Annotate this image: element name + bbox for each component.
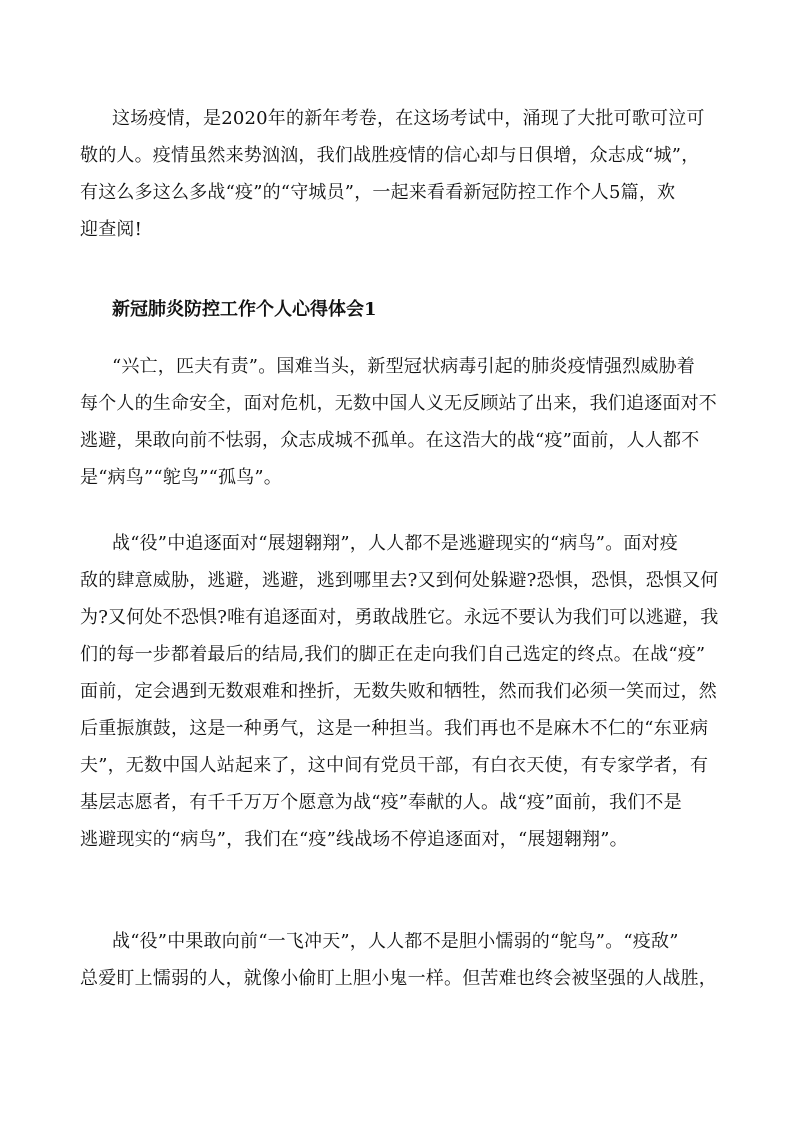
- paragraph-3-line: 战“役”中果敢向前“一飞冲天”，人人都不是胆小懦弱的“鸵鸟”。“疫敌”: [112, 931, 679, 952]
- paragraph-2-line: 基层志愿者，有千千万万个愿意为战“疫”奉献的人。战“疫”面前，我们不是: [80, 792, 682, 813]
- paragraph-1-line: “兴亡，匹夫有责”。国难当头，新型冠状病毒引起的肺炎疫情强烈威胁着: [112, 356, 696, 377]
- paragraph-1: [80, 348, 717, 496]
- paragraph-3-line: 总爱盯上懦弱的人，就像小偷盯上胆小鬼一样。但苦难也终会被坚强的人战胜，: [80, 968, 717, 989]
- paragraph-2-line: 后重振旗鼓，这是一种勇气，这是一种担当。我们再也不是麻木不仁的“东亚病: [80, 718, 709, 739]
- paragraph-2-line: 战“役”中追逐面对“展翅翱翔”，人人都不是逃避现实的“病鸟”。面对疫: [112, 533, 679, 554]
- intro-line: 敬的人。疫情虽然来势汹汹，我们战胜疫情的信心却与日俱增，众志成“城”，: [80, 145, 700, 166]
- paragraph-2: [80, 525, 719, 858]
- paragraph-2-line: 为?又何处不恐惧?唯有追逐面对，勇敢战胜它。永远不要认为我们可以逃避，我: [80, 607, 719, 628]
- paragraph-2-line: 敌的肆意威胁，逃避，逃避，逃到哪里去?又到何处躲避?恐惧，恐惧，恐惧又何: [80, 570, 719, 591]
- section-heading: 新冠肺炎防控工作个人心得体会1: [112, 299, 377, 320]
- intro-line: 有这么多这么多战“疫”的“守城员”，一起来看看新冠防控工作个人5篇，欢: [80, 182, 676, 203]
- paragraph-1-line: 逃避，果敢向前不怯弱，众志成城不孤单。在这浩大的战“疫”面前，人人都不: [80, 430, 700, 451]
- paragraph-3: [80, 923, 717, 997]
- paragraph-2-line: 逃避现实的“病鸟”，我们在“疫”线战场不停追逐面对，“展翅翱翔”。: [80, 829, 628, 850]
- paragraph-2-line: 们的每一步都着最后的结局,我们的脚正在走向我们自己选定的终点。在战“疫”: [80, 644, 706, 665]
- intro-line: 这场疫情，是2020年的新年考卷，在这场考试中，涌现了大批可歌可泣可: [112, 108, 705, 129]
- paragraph-2-line: 夫”，无数中国人站起来了，这中间有党员干部，有白衣天使，有专家学者，有: [80, 755, 709, 776]
- paragraph-2-line: 面前，定会遇到无数艰难和挫折，无数失败和牺牲，然而我们必须一笑而过，然: [80, 681, 717, 702]
- intro-paragraph: [80, 100, 712, 248]
- paragraph-1-line: 是“病鸟”“鸵鸟”“孤鸟”。: [80, 467, 283, 488]
- intro-line: 迎查阅!: [80, 219, 143, 240]
- paragraph-1-line: 每个人的生命安全，面对危机，无数中国人义无反顾站了出来，我们追逐面对不: [80, 393, 717, 414]
